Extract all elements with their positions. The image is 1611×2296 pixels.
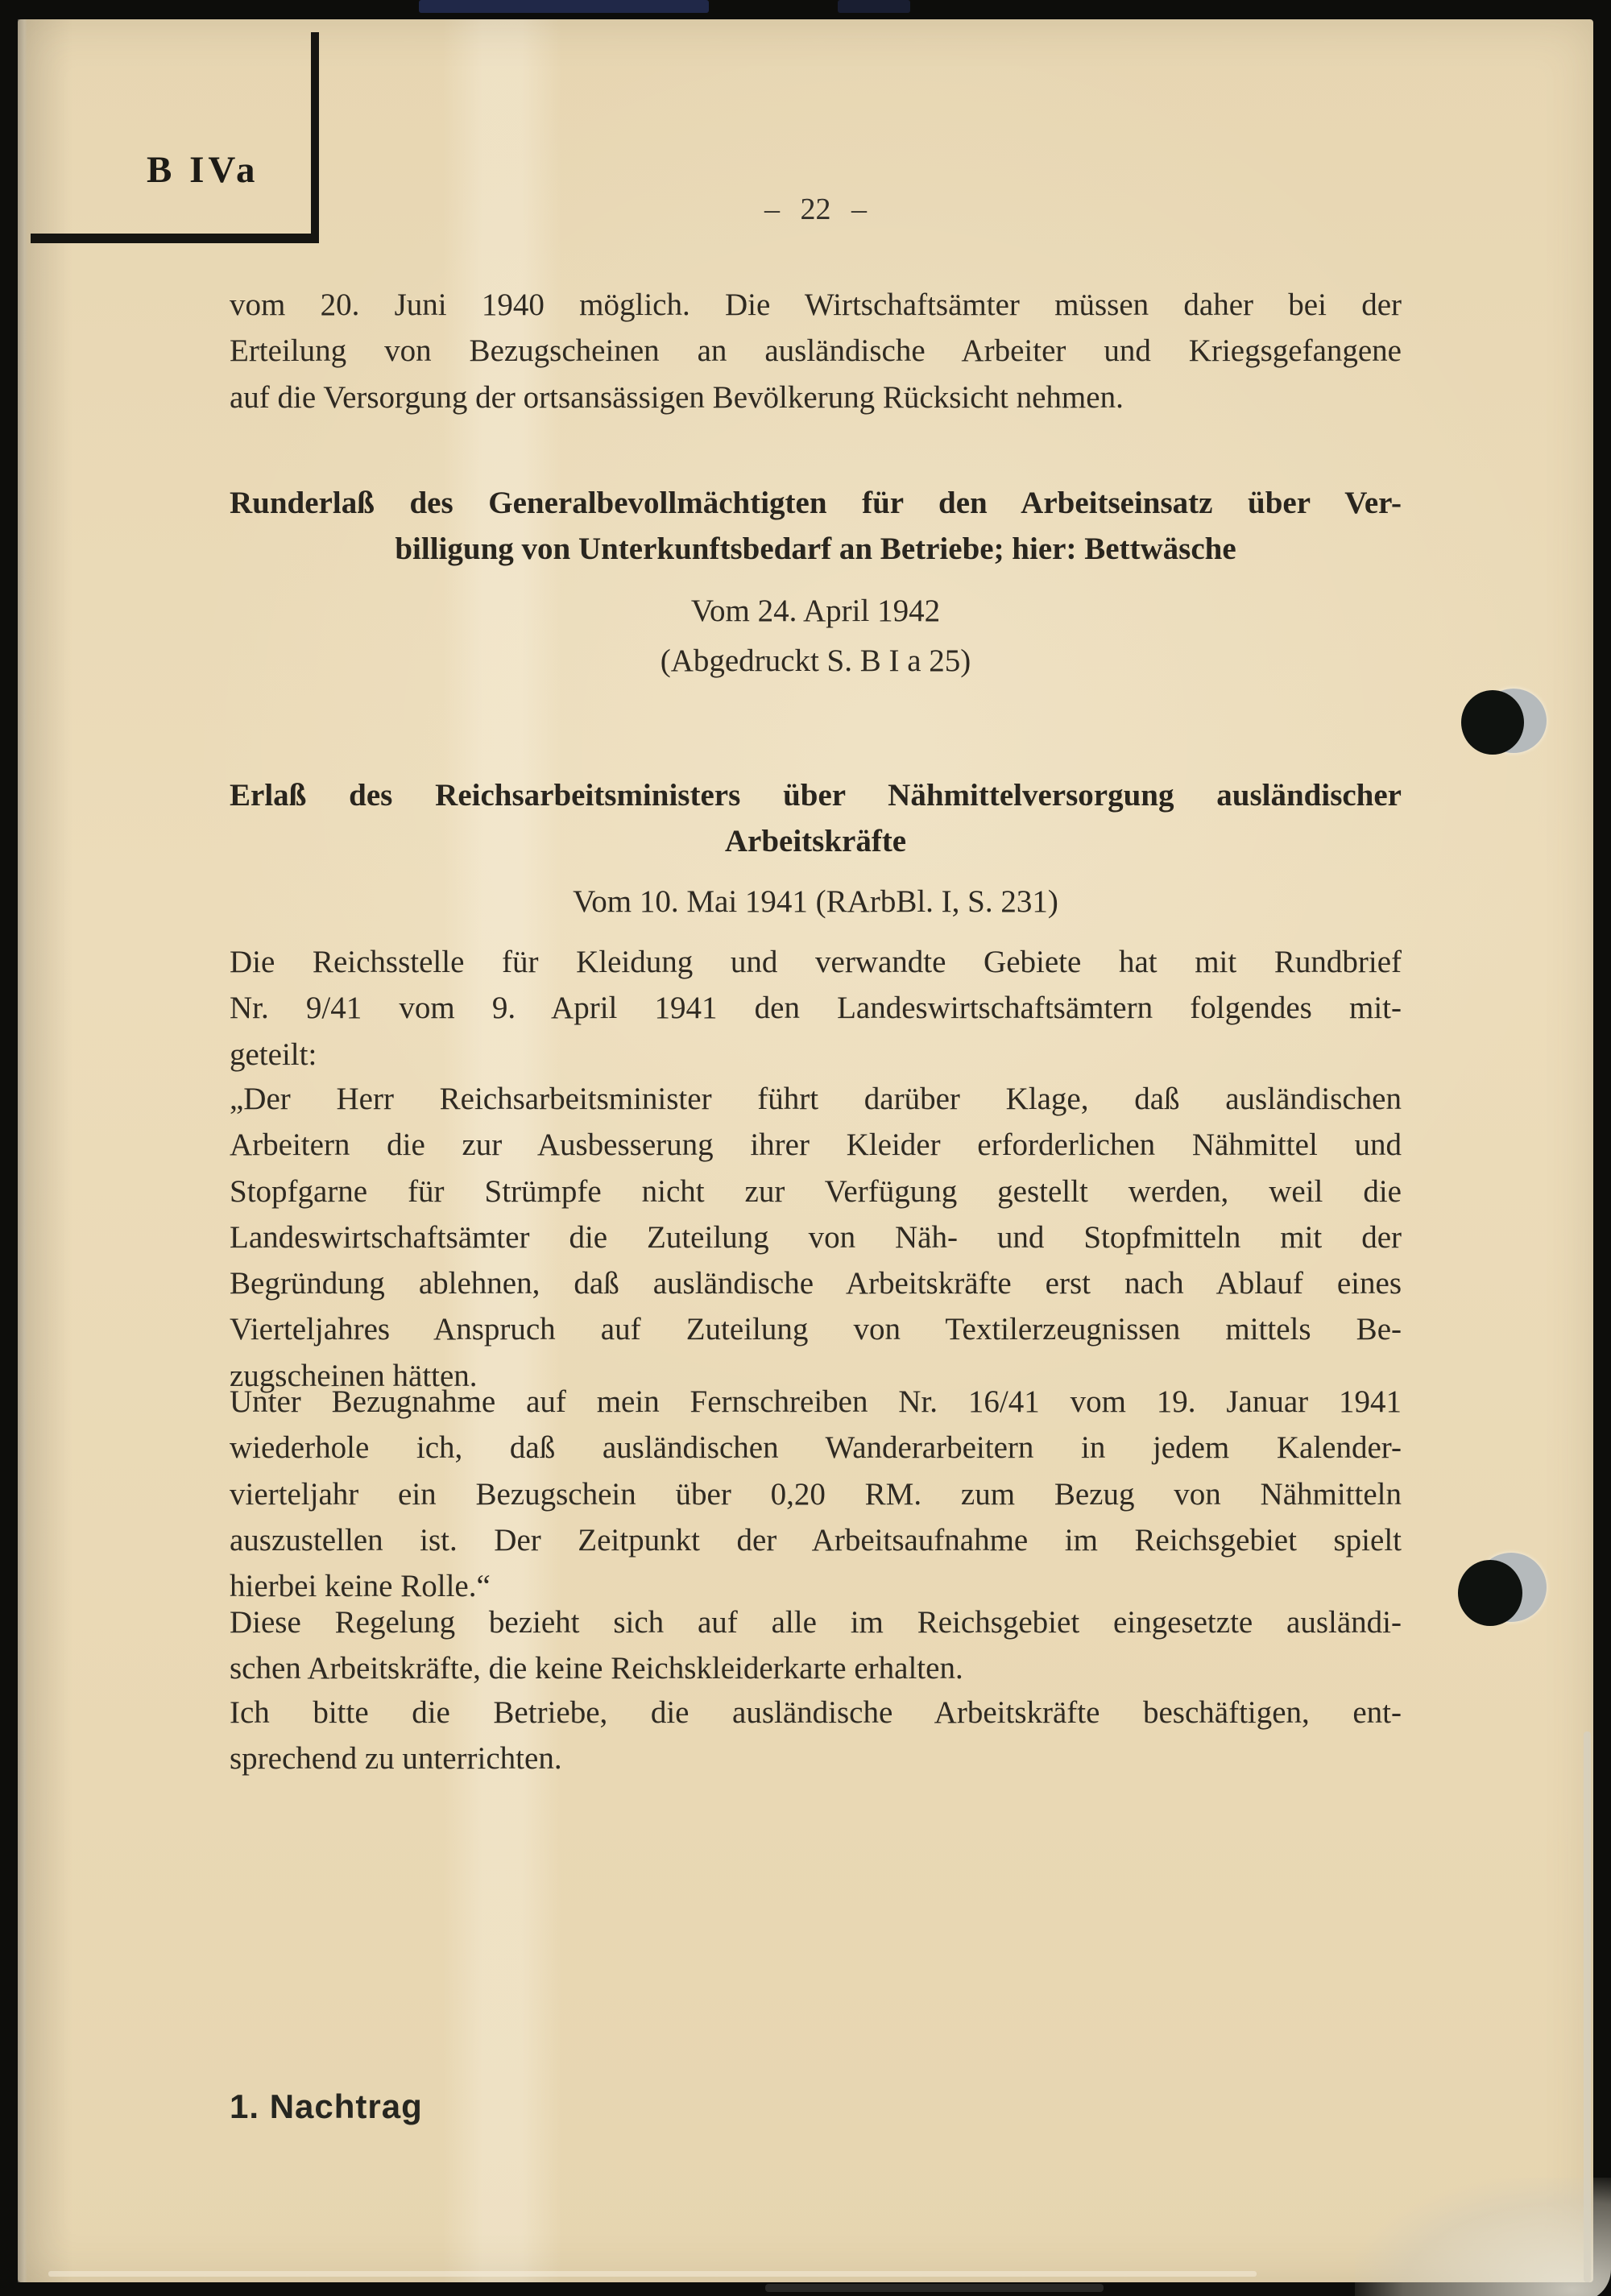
announcement-paragraph: [230, 939, 1402, 1078]
text-line: geteilt:: [230, 1036, 317, 1072]
reference-paragraph: [230, 1379, 1402, 1609]
text-line: auf die Versorgung der ortsansässigen Bevölkerung Rücksicht nehmen.: [230, 379, 1124, 415]
scanner-artifact: [765, 2284, 1104, 2292]
text-line: billigung von Unterkunftsbedarf an Betriebe; hier: Bettwäsche: [395, 532, 1236, 567]
decree-bedding-reference: (Abgedruckt S. B I a 25): [660, 643, 971, 678]
text-line: Erlaß des Reichsarbeitsministers über Nähmittelversorgung ausländischer: [230, 778, 1402, 813]
section-label: B IVa: [147, 149, 259, 191]
request-paragraph: [230, 1690, 1402, 1782]
text-line: Nr. 9/41 vom 9. April 1941 den Landeswirtschaftsämtern folgendes mit-: [230, 991, 1402, 1026]
text-line: Runderlaß des Generalbevollmächtigten für den Arbeitseinsatz über Ver-: [230, 486, 1402, 520]
decree-sewing-date: Vom 10. Mai 1941 (RArbBl. I, S. 231): [573, 884, 1058, 919]
page-number: – 22 –: [764, 192, 867, 226]
text-line: vom 20. Juni 1940 möglich. Die Wirtschaftsämter müssen daher bei der: [230, 288, 1402, 322]
text-line: Unter Bezugnahme auf mein Fernschreiben Nr. 16/41 vom 19. Januar 1941: [230, 1384, 1402, 1419]
text-line: wiederhole ich, daß ausländischen Wanderarbeitern in jedem Kalender-: [230, 1430, 1402, 1466]
text-line: sprechend zu unterrichten.: [230, 1741, 562, 1777]
decree-bedding-title: [230, 480, 1402, 573]
text-line: Ich bitte die Betriebe, die ausländische Arbeitskräfte beschäftigen, ent-: [230, 1695, 1402, 1730]
paper: [18, 19, 1593, 2282]
text-line: auszustellen ist. Der Zeitpunkt der Arbeitsaufnahme im Reichsgebiet spielt: [230, 1522, 1402, 1558]
scanner-artifact: [838, 0, 910, 13]
scanner-artifact: [419, 0, 709, 13]
text-line: Erteilung von Bezugscheinen an ausländische Arbeiter und Kriegsgefangene: [230, 333, 1402, 369]
text-line: Arbeitern die zur Ausbesserung ihrer Kleider erforderlichen Nähmittel und: [230, 1127, 1402, 1163]
text-line: vierteljahr ein Bezugschein über 0,20 RM. zum Bezug von Nähmitteln: [230, 1476, 1402, 1512]
text-line: „Der Herr Reichsarbeitsminister führt darüber Klage, daß ausländischen: [230, 1082, 1402, 1116]
text-line: Stopfgarne für Strümpfe nicht zur Verfügung gestellt werden, weil die: [230, 1173, 1402, 1209]
intro-paragraph: [230, 282, 1402, 420]
text-line: Die Reichsstelle für Kleidung und verwandte Gebiete hat mit Rundbrief: [230, 945, 1402, 979]
page-edge-right: [1584, 1731, 1591, 2282]
edition-label: 1. Nachtrag: [230, 2087, 423, 2125]
page-edge-bottom: [48, 2271, 1257, 2277]
text-line: hierbei keine Rolle.“: [230, 1569, 491, 1604]
page-curl: [1355, 2178, 1611, 2296]
section-corner-rule-horizontal: [31, 234, 319, 243]
text-line: schen Arbeitskräfte, die keine Reichskleiderkarte erhalten.: [230, 1651, 963, 1686]
text-line: Vierteljahres Anspruch auf Zuteilung von Textilerzeugnissen mittels Be-: [230, 1312, 1402, 1347]
text-line: Arbeitskräfte: [724, 824, 907, 859]
scope-paragraph: [230, 1599, 1402, 1692]
text-line: Begründung ablehnen, daß ausländische Arbeitskräfte erst nach Ablauf eines: [230, 1266, 1402, 1301]
decree-bedding-date: Vom 24. April 1942: [690, 594, 941, 628]
text-line: Diese Regelung bezieht sich auf alle im Reichsgebiet eingesetzte ausländi-: [230, 1605, 1402, 1640]
quote-paragraph: [230, 1076, 1402, 1399]
page-edge-left: [18, 19, 27, 2282]
text-line: zugscheinen hätten.: [230, 1358, 478, 1393]
text-line: Landeswirtschaftsämter die Zuteilung von Näh- und Stopfmitteln mit der: [230, 1219, 1402, 1255]
decree-sewing-title: [230, 772, 1402, 865]
